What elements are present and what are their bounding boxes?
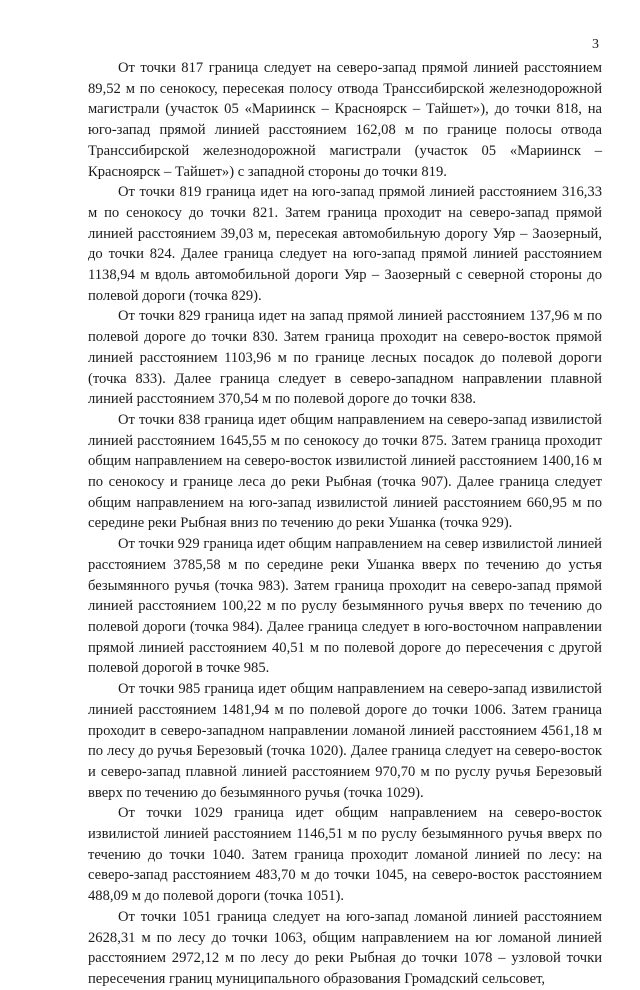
page-number: 3: [592, 37, 599, 52]
paragraph: От точки 985 граница идет общим направлением на северо-запад извилистой линией расстоянием 1481,94 м по полевой дороге до точки 1006. Затем граница проходит в северо-западном направлении ломаной линией расстоянием 4561,18 м по лесу до ручья Березовый (точка 1020). Далее граница следует на северо-восток и северо-запад плавной линией расстоянием 970,70 м по руслу ручья Березовый вверх по течению до безымянного ручья (точка 1029).: [88, 681, 602, 801]
paragraph: От точки 1051 граница следует на юго-запад ломаной линией расстоянием 2628,31 м по лесу до точки 1063, общим направлением на юг ломаной линией расстоянием 2972,12 м по лесу до реки Рыбная до точки 1078 – узловой точки пересечения границ муниципального образования Громадский сельсовет,: [88, 908, 602, 987]
paragraph: От точки 1029 граница идет общим направлением на северо-восток извилистой линией расстоянием 1146,51 м по руслу безымянного ручья вверх по течению до точки 1040. Затем граница проходит ломаной линией по лесу: на северо-запад расстоянием 483,70 м до точки 1045, на северо-восток расстоянием 488,09 м до полевой дороги (точка 1051).: [88, 805, 602, 905]
paragraph: От точки 829 граница идет на запад прямой линией расстоянием 137,96 м по полевой дороге до точки 830. Затем граница проходит на северо-восток прямой линией расстоянием 1103,96 м по границе лесных посадок до полевой дороги (точка 833). Далее граница следует в северо-западном направлении плавной линией расстоянием 370,54 м по полевой дороге до точки 838.: [88, 308, 602, 408]
paragraph: От точки 817 граница следует на северо-запад прямой линией расстоянием 89,52 м по сенокосу, пересекая полосу отвода Транссибирской железнодорожной магистрали (участок 05 «Мариинск – Красноярск – Тайшет»), до точки 818, на юго-запад прямой линией расстоянием 162,08 м по границе полосы отвода Транссибирской железнодорожной магистрали (участок 05 «Мариинск – Красноярск – Тайшет») с западной стороны до точки 819.: [88, 60, 602, 180]
document-body: [88, 58, 602, 990]
paragraph: От точки 819 граница идет на юго-запад прямой линией расстоянием 316,33 м по сенокосу до точки 821. Затем граница проходит на северо-запад прямой линией расстоянием 39,03 м, пересекая автомобильную дорогу Уяр – Заозерный, до точки 824. Далее граница следует на юго-запад прямой линией расстоянием 1138,94 м вдоль автомобильной дороги Уяр – Заозерный с северной стороны до полевой дороги (точка 829).: [88, 184, 602, 304]
paragraph: От точки 929 граница идет общим направлением на север извилистой линией расстоянием 3785,58 м по середине реки Ушанка вверх по течению до устья безымянного ручья (точка 983). Затем граница проходит на северо-запад прямой линией расстоянием 100,22 м по руслу безымянного ручья вверх по течению до полевой дороги (точка 984). Далее граница следует в юго-восточном направлении прямой линией расстоянием 40,51 м по полевой дороге до пересечения с другой полевой дорогой в точке 985.: [88, 536, 602, 677]
paragraph: От точки 838 граница идет общим направлением на северо-запад извилистой линией расстоянием 1645,55 м по сенокосу до точки 875. Затем граница проходит общим направлением на северо-восток извилистой линией расстоянием 1400,16 м по сенокосу и границе леса до реки Рыбная (точка 907). Далее граница следует общим направлением на юго-запад извилистой линией расстоянием 660,95 м по середине реки Рыбная вниз по течению до реки Ушанка (точка 929).: [88, 411, 602, 532]
